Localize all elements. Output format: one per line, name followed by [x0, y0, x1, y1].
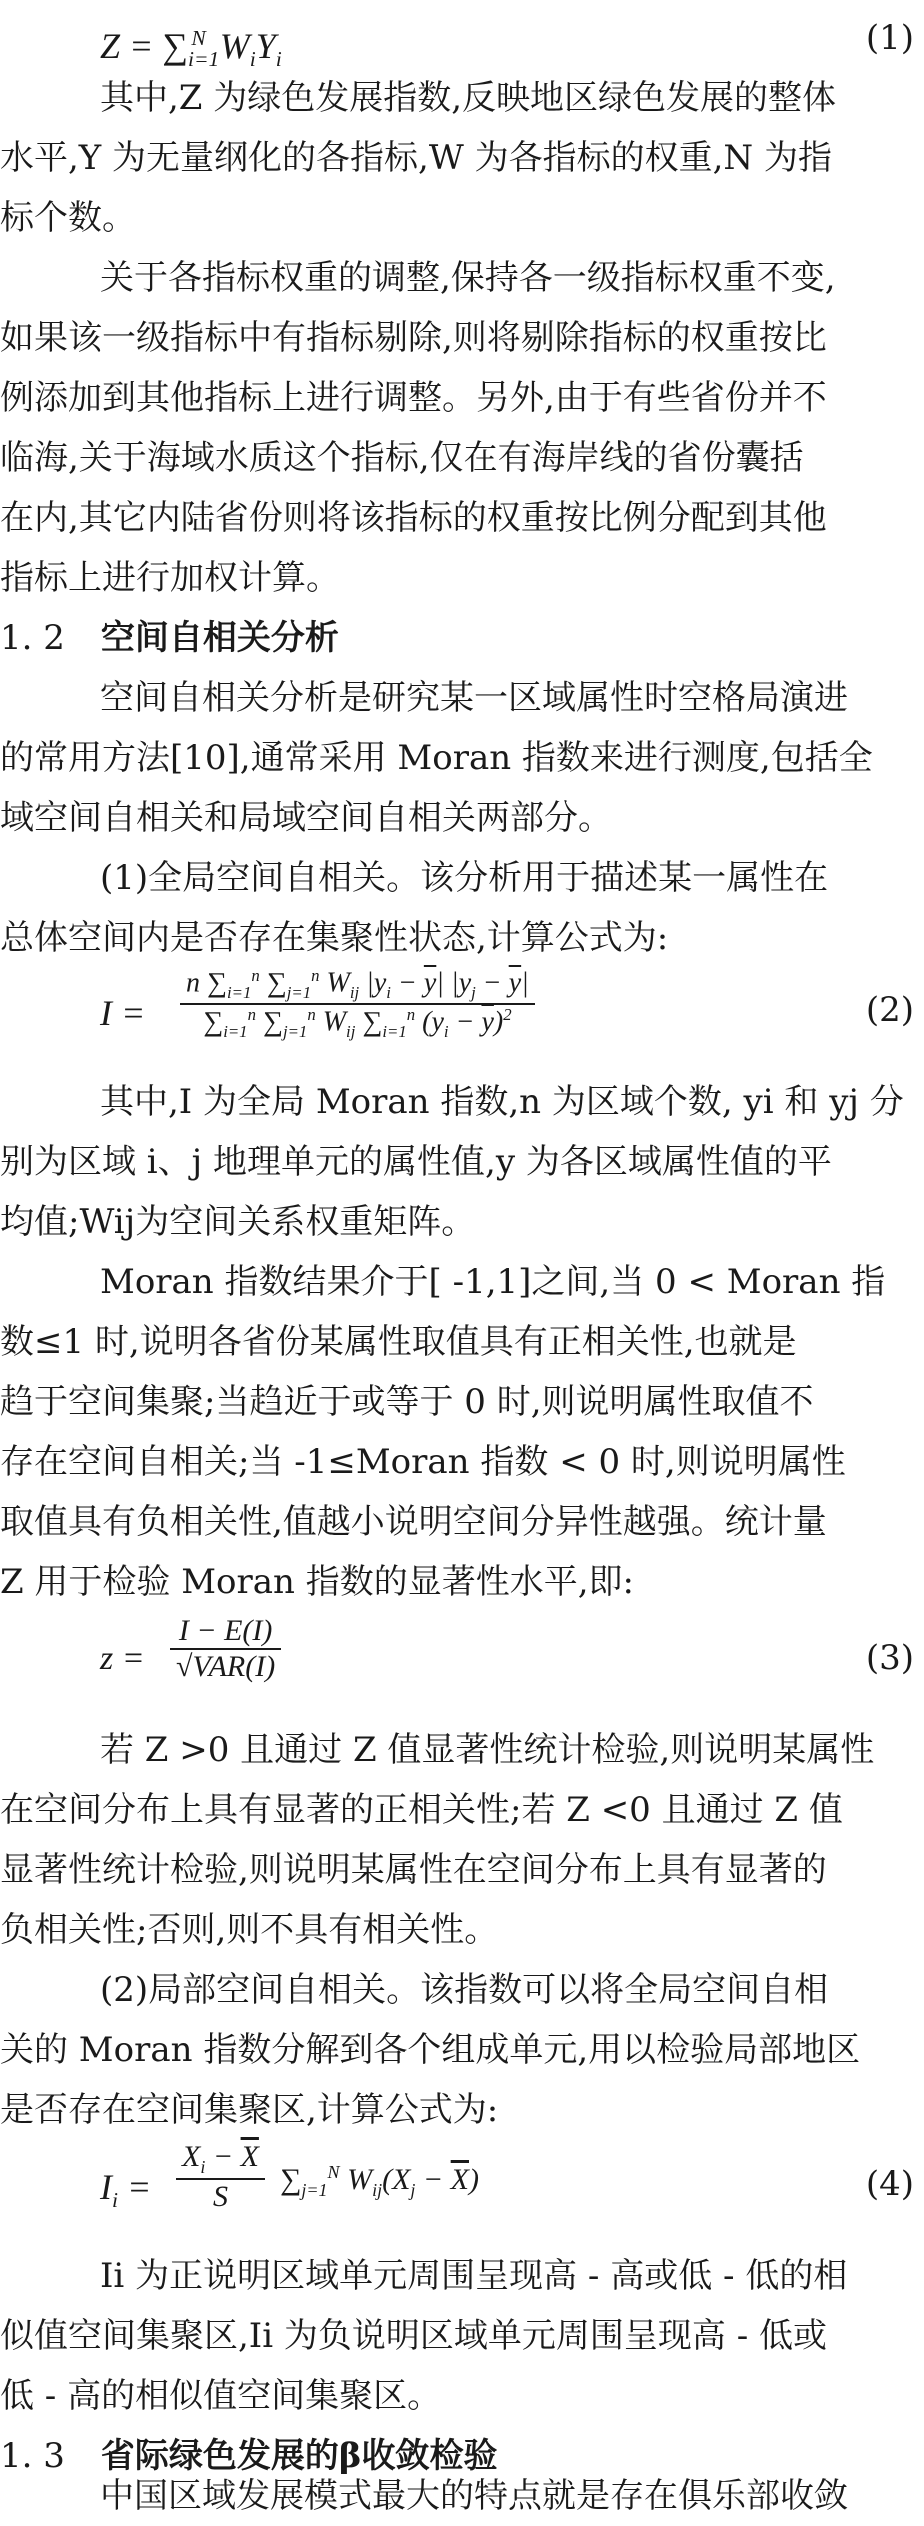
text-line: 指标上进行加权计算。: [0, 558, 340, 598]
text-line: 其中,Z 为绿色发展指数,反映地区绿色发展的整体: [100, 78, 837, 118]
equation-1: [0, 8, 924, 72]
text-line: 显著性统计检验,则说明某属性在空间分布上具有显著的: [0, 1850, 827, 1890]
text-line: 是否存在空间集聚区,计算公式为:: [0, 2090, 499, 2130]
section-number: 1. 2: [0, 618, 65, 658]
equation-4-sum: $\sum_{j=1}^N$ $W_{ij}(X_j - \overline{X})$: [280, 2162, 479, 2200]
equation-1-number: (1): [865, 18, 914, 58]
text-line: 取值具有负相关性,值越小说明空间分异性越强。统计量: [0, 1502, 827, 1542]
text-line: 趋于空间集聚;当趋近于或等于 0 时,则说明属性取值不: [0, 1382, 814, 1422]
text-line: 别为区域 i、j 地理单元的属性值,y 为各区域属性值的平: [0, 1142, 832, 1182]
text-line: Moran 指数结果介于[ -1,1]之间,当 0 < Moran 指: [100, 1262, 886, 1302]
text-line: 低 - 高的相似值空间集聚区。: [0, 2376, 442, 2416]
section-heading-1-2: [0, 608, 924, 668]
text-line: 总体空间内是否存在集聚性状态,计算公式为:: [0, 918, 669, 958]
text-line: 临海,关于海域水质这个指标,仅在有海岸线的省份囊括: [0, 438, 804, 478]
equation-4-fraction: $\frac{X_i - \overline{X}}{S}$: [176, 2140, 265, 2214]
equation-2-lhs: I =: [100, 993, 146, 1033]
text-line: (2)局部空间自相关。该指数可以将全局空间自相: [100, 1970, 829, 2010]
equation-3-fraction: [170, 1614, 281, 1684]
text-line: 负相关性;否则,则不具有相关性。: [0, 1910, 499, 1950]
equation-2-number: (2): [865, 990, 914, 1030]
text-line: 关于各指标权重的调整,保持各一级指标权重不变,: [100, 258, 836, 298]
equation-4-lhs: $I_i$ =: [100, 2167, 152, 2213]
text-line: 均值;Wij为空间关系权重矩阵。: [0, 1202, 476, 1242]
text-line: 存在空间自相关;当 -1≤Moran 指数 < 0 时,则说明属性: [0, 1442, 846, 1482]
equation-3-numerator: I − E(I): [178, 1614, 273, 1647]
text-line: 例添加到其他指标上进行调整。另外,由于有些省份并不: [0, 378, 827, 418]
text-line: 数≤1 时,说明各省份某属性取值具有正相关性,也就是: [0, 1322, 797, 1362]
equation-3: [0, 1606, 924, 1720]
text-line: (1)全局空间自相关。该分析用于描述某一属性在: [100, 858, 829, 898]
text-line: 关的 Moran 指数分解到各个组成单元,用以检验局部地区: [0, 2030, 861, 2070]
text-line: 其中,I 为全局 Moran 指数,n 为区域个数, yi 和 yj 分: [100, 1082, 904, 1122]
text-line: 的常用方法[10],通常采用 Moran 指数来进行测度,包括全: [0, 738, 873, 778]
text-line: 空间自相关分析是研究某一区域属性时空格局演进: [100, 678, 848, 718]
text-line: 域空间自相关和局域空间自相关两部分。: [0, 798, 612, 838]
text-line: 如果该一级指标中有指标剔除,则将剔除指标的权重按比: [0, 318, 827, 358]
equation-4-number: (4): [865, 2164, 914, 2204]
text-line: 在内,其它内陆省份则将该指标的权重按比例分配到其他: [0, 498, 827, 538]
text-line: 在空间分布上具有显著的正相关性;若 Z <0 且通过 Z 值: [0, 1790, 843, 1830]
equation-1-formula: $Z = \sum_{i=1}^N$ $W_iY_i$: [100, 26, 282, 72]
text-line: 水平,Y 为无量纲化的各指标,W 为各指标的权重,N 为指: [0, 138, 832, 178]
equation-2: [0, 962, 924, 1072]
section-title: 省际绿色发展的β收敛检验: [100, 2436, 498, 2476]
equation-3-number: (3): [865, 1638, 914, 1678]
equation-2-fraction: n $\sum_{i=1}^n$ $\sum_{j=1}^n$ $W_{ij}$ $|y_i - \overline{y}|$ $|y_j - \overline{y}|$ $\sum_{i=1}^n$ $\sum_{j=1}^n$ $W_{ij}$ $\sum_{i=1}^n$ $(y_i - \overline{y})^2$: [180, 966, 535, 1042]
text-line: 中国区域发展模式最大的特点就是存在俱乐部收敛: [100, 2476, 848, 2516]
section-title: 空间自相关分析: [100, 618, 339, 658]
text-line: 似值空间集聚区,Ii 为负说明区域单元周围呈现高 - 低或: [0, 2316, 828, 2356]
text-line: 若 Z >0 且通过 Z 值显著性统计检验,则说明某属性: [100, 1730, 875, 1770]
equation-3-denominator: √VAR(I): [170, 1648, 281, 1684]
equation-3-lhs: z =: [100, 1640, 145, 1677]
text-line: 标个数。: [0, 198, 136, 238]
equation-4: [0, 2136, 924, 2246]
section-number: 1. 3: [0, 2436, 65, 2476]
text-line: Ii 为正说明区域单元周围呈现高 - 高或低 - 低的相: [100, 2256, 848, 2296]
text-line: Z 用于检验 Moran 指数的显著性水平,即:: [0, 1562, 635, 1602]
